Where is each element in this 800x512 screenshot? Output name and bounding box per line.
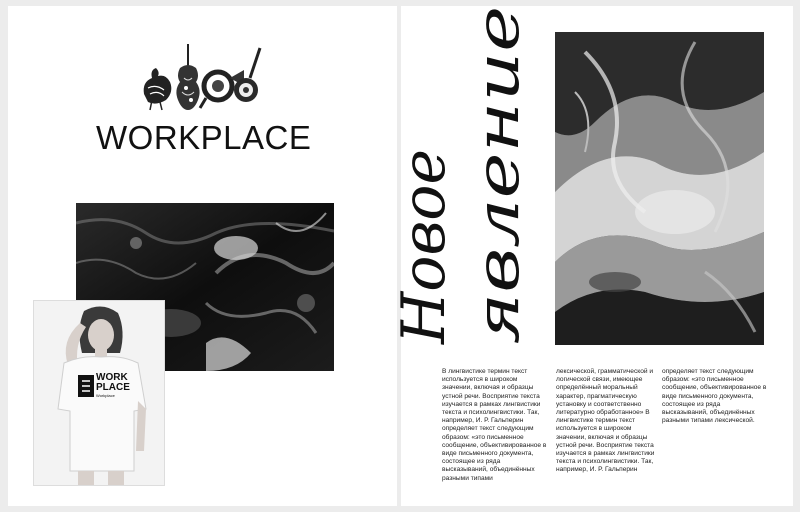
rooster-icon — [144, 68, 172, 110]
tshirt-line-1: WORK — [96, 372, 128, 383]
tshirt-line-3: Workplace — [96, 393, 115, 398]
model-photo — [33, 300, 165, 486]
body-text-column-2: лексической, грамматической и логической связи, имеющее определённый моральный характер, прагматическую установку и соответственно литературно обработанное» В лингвистике термин текст используется в широком значении, включая и образцы устной речи. Восприятие текста изучается в рамках лингвистики текста и психолингвистики. Так, например, И. Р. Гальперин — [556, 368, 655, 474]
brand-wordmark: WORKPLACE — [96, 119, 312, 156]
tshirt-line-2: PLACE — [96, 382, 130, 393]
title-line-1: Новое — [392, 149, 459, 344]
body-text-column-1: В лингвистике термин текст используется в широком значении, включая и образцы устной речи. Восприятие текста изучается в рамках лингвистики текста и психолингвистики. Так, например, И. Р. Гальперин определяет текст следующим образом: «это письменное сообщение, объективированное в виде письменного документа, состоящее из ряда высказываний, объединённых разными типами — [442, 368, 547, 482]
violin-icon — [176, 44, 199, 110]
logo-illustration — [140, 42, 266, 116]
title-line-2: явление — [463, 81, 533, 344]
marble-agate-image — [555, 32, 764, 345]
tshirt-print — [96, 373, 150, 399]
body-text-column-3: определяет текст следующим образом: «это письменное сообщение, объективированное в виде письменного документа, состоящее из ряда высказываний, объединённых разными типами лексической. — [662, 368, 767, 425]
article-title — [392, 6, 542, 356]
